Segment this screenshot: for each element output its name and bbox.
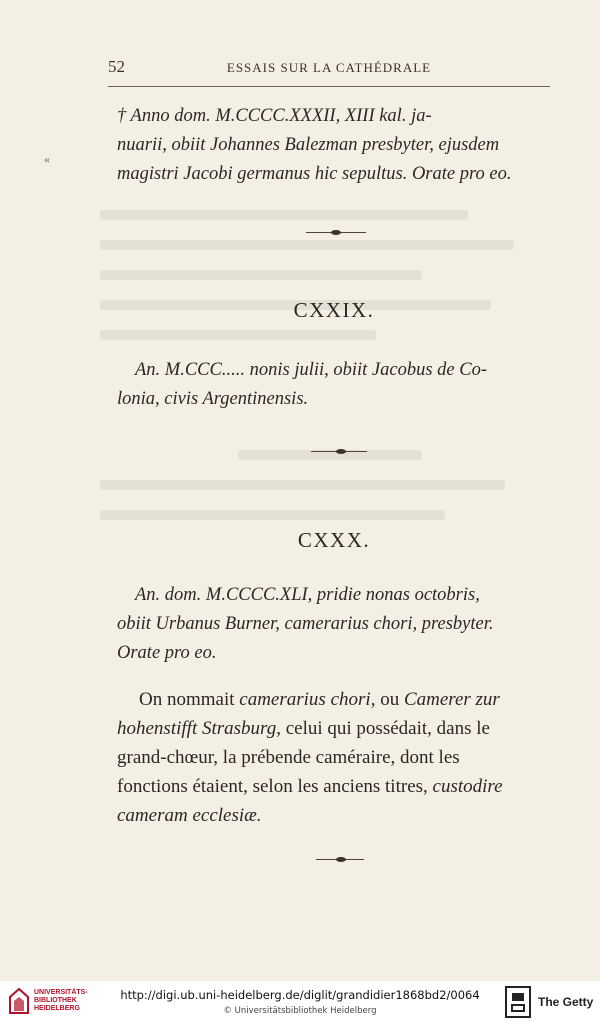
entry-inscription-1: [117, 102, 551, 189]
getty-logo-icon: [504, 985, 532, 1019]
commentary-paragraph: [117, 685, 554, 830]
header-rule: [108, 86, 550, 87]
partner-name: The Getty: [538, 995, 594, 1009]
commentary-line: hohenstifft Strasburg, celui qui possédait, dans le: [117, 718, 490, 739]
ornament-divider: [306, 229, 366, 237]
entry-line: An. M.CCC..... nonis julii, obiit Jacobus de Co-: [135, 360, 488, 380]
entry-inscription-cxxx: [117, 581, 551, 668]
entry-line: † Anno dom. M.CCCC.XXXII, XIII kal. ja-: [117, 106, 432, 126]
entry-line: magistri Jacobi germanus hic sepultus. Orate pro eo.: [117, 164, 512, 184]
margin-mark: «: [44, 152, 50, 166]
entry-inscription-cxxix: [117, 356, 551, 414]
commentary-line: grand-chœur, la prébende caméraire, dont les: [117, 747, 460, 768]
commentary-line: On nommait camerarius chori, ou Camerer zur: [139, 689, 500, 710]
entry-line: Orate pro eo.: [117, 643, 217, 663]
page-header: [108, 57, 550, 79]
viewer-footer: [0, 981, 600, 1023]
permalink-url[interactable]: http://digi.ub.uni-heidelberg.de/diglit/grandidier1868bd2/0064: [120, 988, 480, 1002]
entry-line: obiit Urbanus Burner, camerarius chori, presbyter.: [117, 614, 494, 634]
running-head: ESSAIS SUR LA CATHÉDRALE: [226, 60, 432, 75]
commentary-line: fonctions étaient, selon les anciens titres, custodire: [117, 776, 503, 797]
commentary-line: cameram ecclesiæ.: [117, 805, 262, 826]
page-number: 52: [108, 57, 125, 76]
university-library-name: UNIVERSITÄTS- BIBLIOTHEK HEIDELBERG: [34, 989, 88, 1012]
copyright-notice: © Universitätsbibliothek Heidelberg: [223, 1006, 377, 1016]
entry-line: An. dom. M.CCCC.XLI, pridie nonas octobris,: [135, 585, 480, 605]
section-title-cxxx: CXXX.: [297, 528, 371, 552]
entry-line: lonia, civis Argentinensis.: [117, 389, 309, 409]
ornament-divider: [316, 856, 376, 864]
ornament-divider: [311, 448, 371, 456]
entry-line: nuarii, obiit Johannes Balezman presbyter, ejusdem: [117, 135, 500, 155]
section-title-cxxix: CXXIX.: [293, 298, 375, 322]
